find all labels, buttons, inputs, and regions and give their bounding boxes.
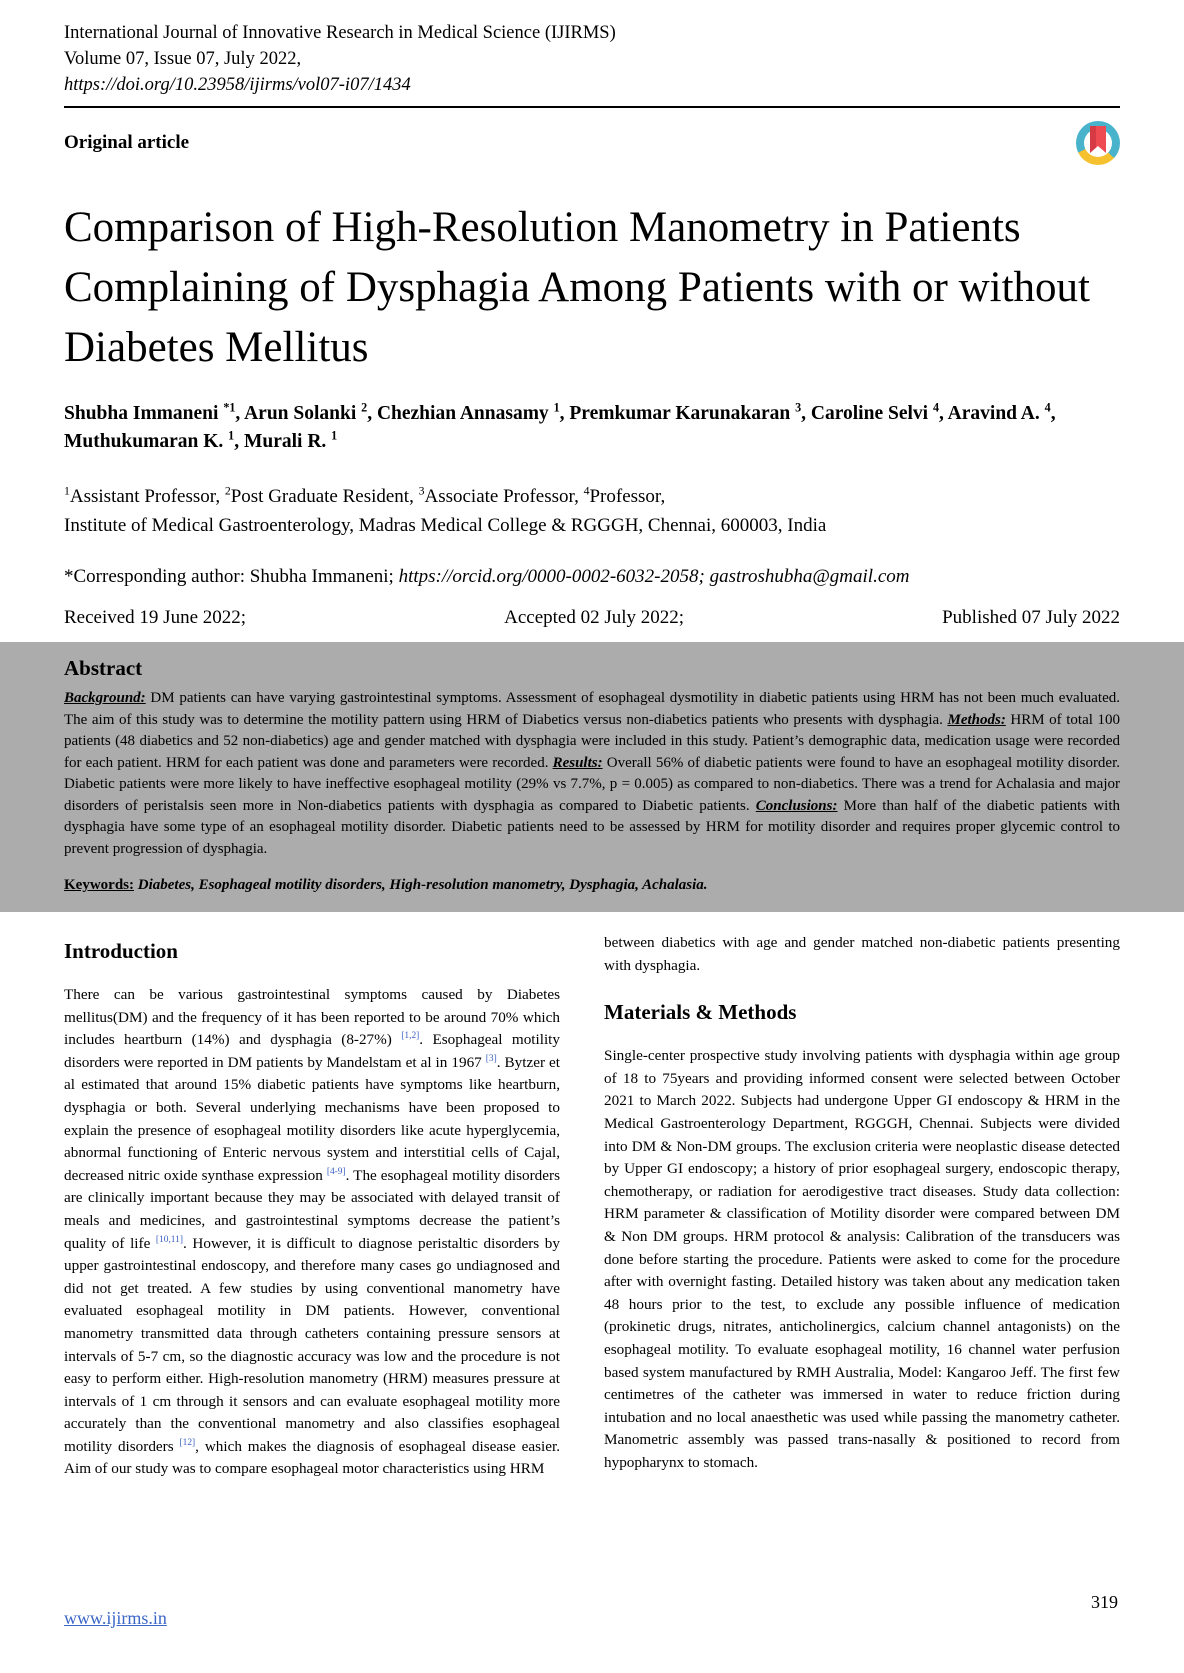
published-date: Published 07 July 2022 [942,607,1120,628]
text-segment: , Chezhian Annasamy [367,403,554,424]
text-segment: HRM of total 100 patients (48 diabetics and 52 non-diabetics) age and gender matched with dysphagia were included in this study. Patient’s demographic data, medication usage were recorded for each patient. HRM for each patient was done and parameters were recorded. [64,711,1120,771]
article-dates-row [0,603,1184,632]
left-column [64,932,560,1582]
article-title: Comparison of High-Resolution Manometry in Patients Complaining of Dysphagia Among Patients with or without Diabetes Mellitus [64,204,1090,371]
text-segment: Results: [552,754,603,771]
journal-volume-line: Volume 07, Issue 07, July 2022, [64,49,302,69]
text-segment: There can be various gastrointestinal symptoms caused by Diabetes mellitus(DM) and the frequency of it has been reported to be around 70% which includes heartburn (14%) and dysphagia (8-27%) [64,986,560,1049]
text-segment: 1 [331,428,338,443]
text-segment: , Arun Solanki [235,403,362,424]
text-segment: 1 [553,400,560,415]
introduction-heading: Introduction [64,939,178,963]
article-type-row [0,108,1184,168]
text-segment: 3 [795,400,802,415]
journal-header [0,0,1184,98]
keywords-line [64,874,1120,896]
journal-logo-icon [1076,121,1120,165]
text-segment: . Bytzer et al estimated that around 15% diabetic patients have symptoms like heartburn, dysphagia or both. Several underlying mechanisms have been proposed to explain the presence of esophageal motility disorders like acute hyperglycemia, abnormal functioning of Enteric nervous system and interstitial cells of Cajal, decreased nitric oxide synthase expression [64,1053,560,1184]
received-date: Received 19 June 2022; [64,607,247,628]
text-segment: *1 [223,400,236,415]
text-segment: Overall 56% of diabetic patients were found to have an esophageal motility disorder. Diabetic patients were more likely to have ineffective esophageal motility (29% vs 7.7%, p = 0.005) as compared to non-diabetics. There was a trend for Achalasia and major disorders of peristalsis seen more in Non-diabetics patients with dysphagia as compared to Diabetic patients. [64,754,1121,814]
text-segment: , Murali R. [234,431,332,452]
introduction-paragraph [64,984,560,1481]
two-column-body [0,932,1184,1582]
abstract-heading: Abstract [64,656,143,680]
journal-name: International Journal of Innovative Research in Medical Science (IJIRMS) [64,23,616,43]
text-segment: https://orcid.org/0000-0002-6032-2058; gastroshubha@gmail.com [398,566,910,587]
text-segment: 2 [361,400,368,415]
page-number: 319 [1091,1592,1118,1612]
text-segment: 1 [64,484,70,498]
article-type-label: Original article [64,132,190,153]
journal-website-link[interactable]: www.ijirms.in [64,1608,167,1628]
materials-methods-heading: Materials & Methods [604,1000,797,1025]
text-segment: , Premkumar Karunakaran [559,403,796,424]
text-segment: . Esophageal motility disorders were reported in DM patients by Mandelstam et al in 1967 [64,1031,560,1071]
affiliation-institute: Institute of Medical Gastroenterology, Madras Medical College & RGGGH, Chennai, 600003, India [64,515,827,536]
citation-link[interactable]: [12] [179,1437,196,1448]
citation-link[interactable]: [1,2] [401,1031,420,1042]
author-list [0,400,1184,456]
citation-link[interactable]: [10,11] [155,1234,184,1245]
text-segment: 4 [1044,400,1051,415]
text-segment: Shubha Immaneni [64,403,224,424]
text-segment: . However, it is difficult to diagnose peristaltic disorders by upper gastrointestinal endoscopy, and therefore many cases go undiagnosed and did not get treated. A few studies by using conventional manometry have evaluated esophageal motility in DM patients. However, conventional manometry transmitted data through catheters containing pressure sensors at intervals of 5-7 cm, so the diagnostic accuracy was low and the procedure is not easy to perform either. High-resolution manometry (HRM) measures pressure at intervals of 1 cm through it sensors and can evaluate esophageal motility more accurately than the conventional manometry and also classifies esophageal motility disorders [64,1234,560,1455]
introduction-paragraph-continued: between diabetics with age and gender matched non-diabetic patients presenting with dysphagia. [604,934,1120,974]
affiliations [0,482,1184,540]
text-segment: Post Graduate Resident, [230,486,419,507]
text-segment: . The esophageal motility disorders are clinically important because they may be associated with delayed transit of meals and medicines, and gastrointestinal symptoms decrease the patient’s quality of life [64,1166,560,1252]
text-segment: Professor, [589,486,666,507]
text-segment: 4 [932,400,939,415]
abstract-body [64,688,1120,860]
text-segment: 1 [228,428,235,443]
text-segment: Methods: [947,711,1006,728]
text-segment: Associate Professor, [424,486,584,507]
citation-link[interactable]: [4-9] [326,1166,346,1177]
right-column [604,932,1120,1582]
materials-methods-paragraph: Single-center prospective study involving patients with dysphagia within age group of 18 to 75years and providing informed consent were selected between October 2021 to March 2022. Subjects had undergone Upper GI endoscopy & HRM in the Medical Gastroenterology Department, RGGGH, Chennai. Subjects were divided into DM & Non-DM groups. The exclusion criteria were neoplastic disease detected by Upper GI endoscopy; a history of prior esophageal surgery, endoscopic therapy, chemotherapy, or radiation for aerodigestive tract diseases. Study data collection: HRM parameter & classification of Motility disorder were compared between DM & Non DM groups. HRM protocol & analysis: Calibration of the transducers was done before starting the procedure. Patients were asked to come for the procedure after with overnight fasting. Detailed history was taken about any medication taken 48 hours prior to the test, to exclude any possible influence of medication (prokinetic drugs, nitrates, anticholinergics, calcium channel antagonists) on the esophageal motility. To evaluate esophageal motility, 16 channel water perfusion based system manufactured by RMH Australia, Model: Kangaroo Jeff. The first few centimetres of the catheter was immersed in water to reduce friction during intubation and no local anaesthetic was used while passing the manometry catheter. Manometric assembly was passed trans-nasally & positioned to record from hypopharynx to stomach. [604,1047,1120,1471]
text-segment: , Aravind A. [938,403,1045,424]
text-segment: More than half of the diabetic patients with dysphagia have some type of an esophageal motility disorder. Diabetic patients need to be assessed by HRM for motility disorder and requires proper glycemic control to prevent progression of dysphagia. [64,797,1120,857]
affiliation-roles [64,482,1120,511]
text-segment: 2 [224,484,231,498]
citation-link[interactable]: [3] [485,1053,497,1064]
text-segment: 4 [583,484,590,498]
text-segment: Keywords: [64,877,134,893]
text-segment: Background: [64,690,146,706]
text-segment: Assistant Professor, [69,486,225,507]
text-segment: , which makes the diagnosis of esophageal disease easier. Aim of our study was to compare esophageal motor characteristics using HRM [64,1437,560,1478]
text-segment: , Caroline Selvi [801,403,933,424]
text-segment: *Corresponding author: Shubha Immaneni; [64,566,399,587]
text-segment: DM patients can have varying gastrointestinal symptoms. Assessment of esophageal dysmotility in diabetic patients using HRM has not been much evaluated. The aim of this study was to determine the motility pattern using HRM of Diabetics versus non-diabetics patients who presents with dysphagia. [64,690,1120,728]
accepted-date: Accepted 02 July 2022; [504,607,685,628]
doi-link[interactable]: https://doi.org/10.23958/ijirms/vol07-i07/1434 [64,75,411,95]
corresponding-author-line [0,562,1184,591]
text-segment: , Muthukumaran K. [64,403,1056,452]
text-segment: 3 [418,484,425,498]
abstract-section [0,642,1184,912]
text-segment: Diabetes, Esophageal motility disorders, High-resolution manometry, Dysphagia, Achalasia. [134,877,708,893]
text-segment: Conclusions: [755,797,838,814]
